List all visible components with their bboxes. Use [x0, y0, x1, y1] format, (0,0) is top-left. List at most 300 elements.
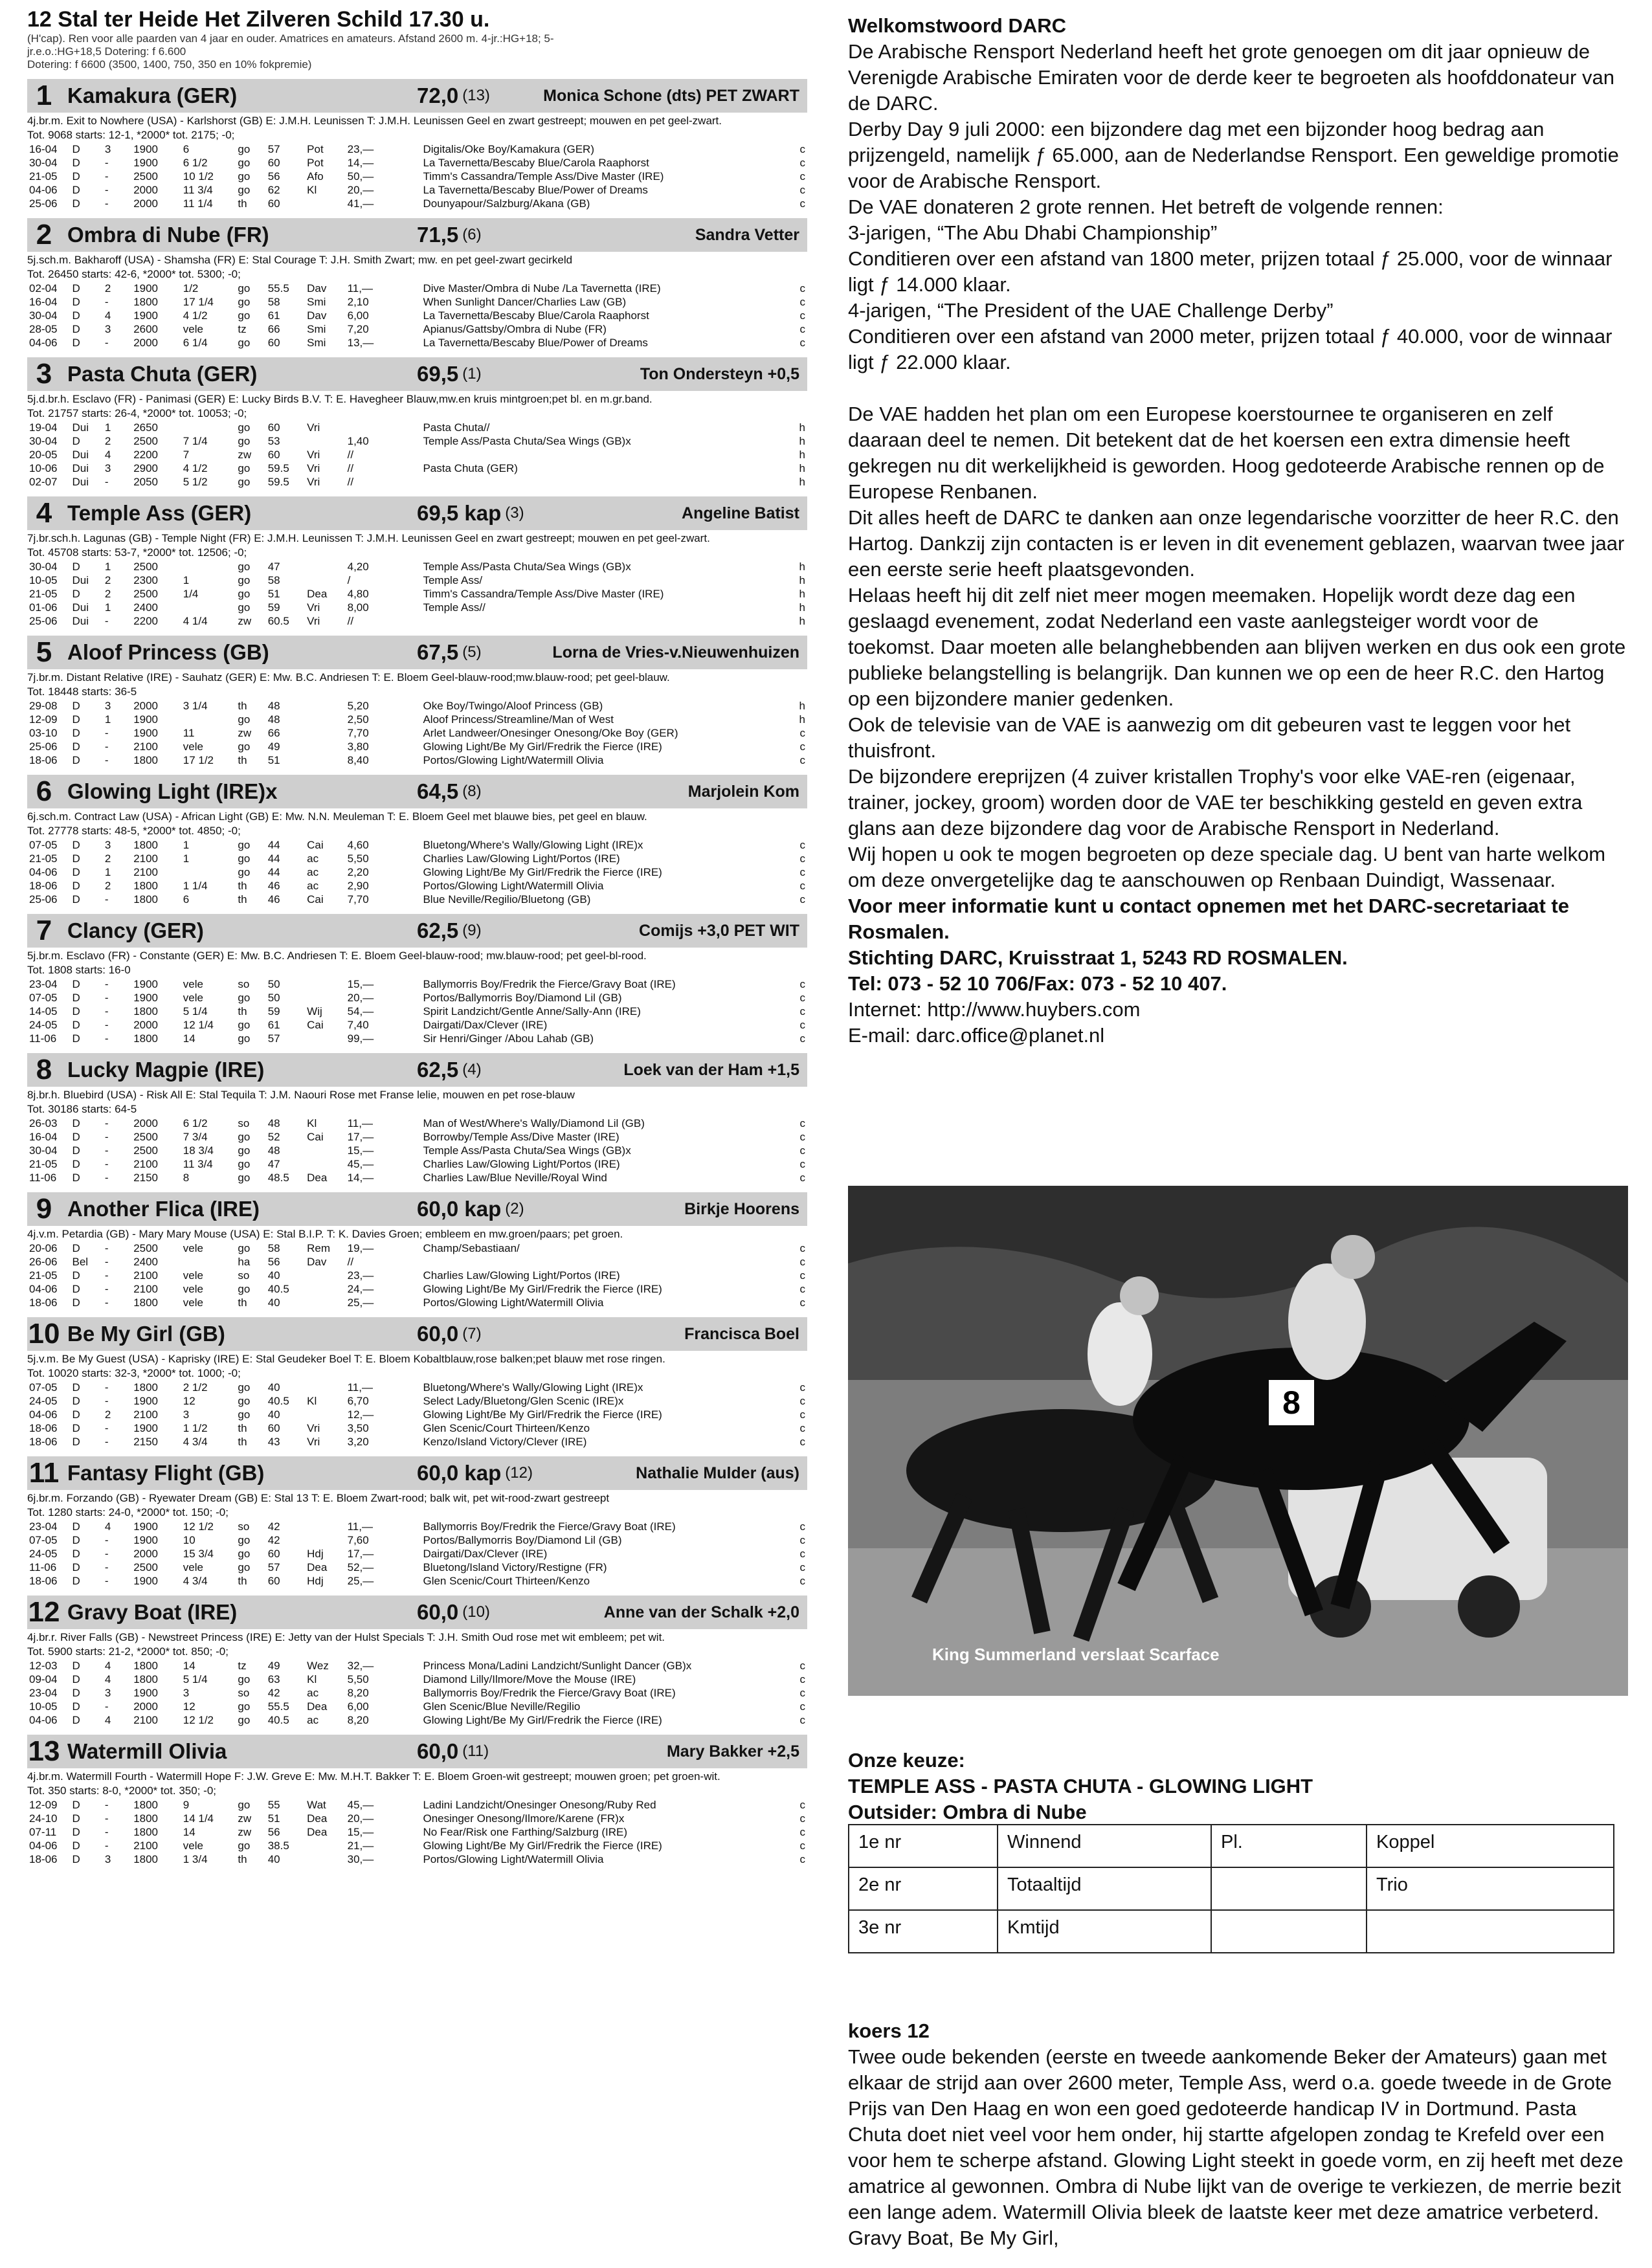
- form-cell-rank: -: [104, 893, 109, 906]
- form-cell-w: 58: [267, 1242, 280, 1254]
- welcome-paragraphs-2: [848, 401, 1628, 893]
- form-cell-flag: h: [799, 561, 805, 573]
- form-cell-place: 3 1/4: [183, 700, 208, 712]
- form-cell-w: 59: [267, 1005, 280, 1017]
- form-cell-place: [181, 560, 236, 573]
- form-cell-w: 66: [267, 323, 280, 335]
- form-cell-flag: c: [799, 323, 805, 335]
- form-cell-w: 59.5: [267, 476, 289, 488]
- form-cell-date: 21-05: [29, 1269, 58, 1282]
- form-cell-date: 09-04: [29, 1673, 58, 1685]
- form-cell-w: 57: [267, 1561, 280, 1573]
- horse-jockey: Anne van der Schalk +2,0: [603, 1603, 799, 1621]
- horse-stats: Tot. 9068 starts: 12-1, *2000* tot. 2175; -0;: [27, 129, 235, 141]
- form-cell-code: D: [72, 1005, 80, 1017]
- form-cell-cond: so: [238, 978, 250, 990]
- form-cell-flag: c: [799, 1131, 805, 1143]
- form-cell-j: Dea: [307, 1826, 328, 1838]
- paragraph: De bijzondere ereprijzen (4 zuiver kristallen Trophy's voor elke VAE-ren (eigenaar, trainer, jockey, groom) worden door de VAE ter beschikking gesteld en geven extra glans aan deze bijzondere dag voor de Arabische Rensport in Nederland.: [848, 765, 1583, 839]
- form-row: [27, 991, 807, 1005]
- paragraph: Ook de televisie van de VAE is aanwezig om dit gebeuren vast te leggen voor het thuisfront.: [848, 713, 1571, 762]
- horse-header: [27, 775, 807, 808]
- form-cell-rank: -: [104, 1117, 109, 1129]
- form-cell-place: 17 1/2: [183, 754, 214, 766]
- form-cell-odds: 11,—: [347, 1381, 373, 1394]
- form-cell-flag: c: [799, 1714, 805, 1726]
- grid-cell: [1212, 1868, 1367, 1909]
- form-cell-cond: zw: [238, 1812, 252, 1825]
- horse-jockey: Lorna de Vries-v.Nieuwenhuizen: [552, 643, 799, 662]
- form-table: [27, 699, 807, 767]
- form-cell-w: 43: [267, 1436, 280, 1448]
- form-cell-res: Ladini Landzicht/Onesinger Onesong/Ruby Red: [423, 1799, 656, 1811]
- grid-cell: Winnend: [998, 1825, 1212, 1867]
- form-cell-flag: h: [799, 588, 805, 600]
- form-cell-j: Wat: [307, 1799, 326, 1811]
- form-cell-j: Kl: [307, 184, 317, 196]
- form-cell-j: ac: [307, 1714, 319, 1726]
- form-row: [27, 1032, 807, 1045]
- grid-cell: Pl.: [1212, 1825, 1367, 1867]
- form-cell-j: ac: [307, 852, 319, 865]
- form-cell-dist: 1800: [133, 1826, 159, 1838]
- form-row: [27, 1713, 807, 1727]
- form-row: [27, 197, 807, 210]
- form-row: [27, 1520, 807, 1533]
- horse-weight: 69,5 kap: [417, 501, 502, 525]
- form-cell-code: D: [72, 1436, 80, 1448]
- form-cell-res: Glowing Light/Be My Girl/Fredrik the Fierce (IRE): [423, 740, 662, 753]
- form-cell-odds: 23,—: [347, 143, 374, 155]
- form-table: [27, 1659, 807, 1727]
- form-row: [27, 1296, 807, 1309]
- form-cell-j: Vri: [307, 1436, 320, 1448]
- form-cell-code: D: [72, 1131, 80, 1143]
- form-cell-j: Dav: [307, 282, 327, 295]
- form-row: [27, 434, 807, 448]
- form-cell-place: 7 1/4: [183, 435, 208, 447]
- horse-pedigree: 7j.br.m. Distant Relative (IRE) - Sauhatz (GER) E: Mw. B.C. Andriesen T: E. Bloem Geel-blauw-rood;mw.blauw-rood; pet geel-blauw.: [27, 671, 670, 684]
- horse-stats: Tot. 21757 starts: 26-4, *2000* tot. 10053; -0;: [27, 407, 247, 419]
- form-cell-odds: 45,—: [347, 1799, 374, 1811]
- form-table: [27, 1381, 807, 1449]
- form-cell-w: 61: [267, 309, 280, 322]
- form-cell-rank: -: [104, 157, 109, 169]
- form-cell-place: 14: [183, 1826, 195, 1838]
- form-cell-odds: //: [347, 1256, 354, 1268]
- form-cell-w: 66: [267, 727, 280, 739]
- form-cell-dist: 2000: [133, 1019, 159, 1031]
- form-cell-place: [181, 1255, 236, 1269]
- form-cell-dist: 2500: [133, 435, 159, 447]
- form-cell-res: Digitalis/Oke Boy/Kamakura (GER): [423, 143, 594, 155]
- form-row: [27, 183, 807, 197]
- form-cell-w: 42: [267, 1687, 280, 1699]
- form-cell-code: D: [72, 1853, 80, 1865]
- horse-post: (5): [462, 643, 482, 661]
- form-cell-cond: go: [238, 1158, 251, 1170]
- form-cell-date: 01-06: [29, 601, 58, 614]
- form-cell-flag: c: [799, 1242, 805, 1254]
- form-cell-place: vele: [183, 1840, 203, 1852]
- form-cell-j: [305, 1282, 345, 1296]
- email-link[interactable]: E-mail: darc.office@planet.nl: [848, 1024, 1105, 1047]
- horse-post: (7): [462, 1325, 482, 1342]
- form-cell-res: Portos/Ballymorris Boy/Diamond Lil (GB): [423, 1534, 622, 1546]
- form-table: [27, 560, 807, 628]
- form-cell-dist: 1800: [133, 839, 159, 851]
- form-cell-place: 6 1/2: [183, 157, 208, 169]
- form-cell-res: Temple Ass/: [423, 574, 483, 586]
- form-cell-place: 4 1/4: [183, 615, 208, 627]
- form-cell-dist: 2100: [133, 1158, 159, 1170]
- form-row: [27, 448, 807, 461]
- form-cell-flag: c: [799, 839, 805, 851]
- form-cell-w: 60: [267, 197, 280, 210]
- form-cell-date: 10-05: [29, 1700, 58, 1713]
- form-cell-res: Bluetong/Island Victory/Restigne (FR): [423, 1561, 607, 1573]
- horse-list: [27, 79, 807, 1866]
- form-cell-flag: c: [799, 1575, 805, 1587]
- form-cell-j: [305, 991, 345, 1005]
- form-cell-date: 21-05: [29, 170, 58, 183]
- form-cell-w: 61: [267, 1019, 280, 1031]
- form-cell-place: 5 1/4: [183, 1673, 208, 1685]
- form-cell-cond: go: [238, 601, 251, 614]
- paragraph: Conditieren over een afstand van 2000 meter, prijzen totaal ƒ 40.000, voor de winnaar ligt ƒ 22.000 klaar.: [848, 325, 1613, 373]
- form-cell-cond: th: [238, 880, 247, 892]
- form-cell-code: D: [72, 143, 80, 155]
- form-cell-res: Spirit Landzicht/Gentle Anne/Sally-Ann (IRE): [423, 1005, 641, 1017]
- form-cell-date: 18-06: [29, 754, 58, 766]
- form-cell-res: Dairgati/Dax/Clever (IRE): [423, 1019, 548, 1031]
- form-cell-flag: c: [799, 1395, 805, 1407]
- form-cell-odds: 2,50: [347, 713, 369, 726]
- form-cell-place: 12 1/2: [183, 1520, 214, 1533]
- form-cell-code: D: [72, 1117, 80, 1129]
- form-cell-j: Vri: [307, 449, 320, 461]
- form-cell-rank: -: [104, 476, 109, 488]
- form-cell-res: Arlet Landweer/Onesinger Onesong/Oke Boy (GER): [423, 727, 678, 739]
- form-cell-flag: c: [799, 1256, 805, 1268]
- form-cell-w: 55: [267, 1799, 280, 1811]
- form-row: [27, 1255, 807, 1269]
- welcome-paragraphs: [848, 39, 1628, 375]
- horse-header: [27, 79, 807, 113]
- form-cell-place: 14: [183, 1032, 195, 1045]
- form-cell-date: 25-06: [29, 615, 58, 627]
- form-cell-date: 25-06: [29, 740, 58, 753]
- form-cell-flag: h: [799, 615, 805, 627]
- form-cell-code: D: [72, 197, 80, 210]
- horse-name: Kamakura (GER): [67, 83, 238, 107]
- horse-header: [27, 1192, 807, 1226]
- form-cell-dist: 1900: [133, 713, 159, 726]
- form-cell-j: Smi: [307, 337, 326, 349]
- form-cell-place: 11 3/4: [183, 184, 213, 196]
- form-cell-cond: go: [238, 1144, 251, 1157]
- horse-entry: [27, 218, 807, 350]
- form-cell-date: 04-06: [29, 1840, 58, 1852]
- form-cell-rank: -: [104, 1381, 109, 1394]
- horse-jockey: Angeline Batist: [682, 504, 799, 522]
- horse-post: (8): [462, 783, 482, 800]
- horse-stats: Tot. 1808 starts: 16-0: [27, 964, 131, 976]
- form-cell-j: [305, 699, 345, 713]
- form-cell-place: vele: [183, 1283, 203, 1295]
- form-cell-flag: c: [799, 978, 805, 990]
- form-cell-res: Man of West/Where's Wally/Diamond Lil (GB): [423, 1117, 645, 1129]
- horses-photo-illustration: [848, 1186, 1628, 1696]
- form-cell-place: 3: [183, 1687, 190, 1699]
- form-cell-date: 16-04: [29, 1131, 58, 1143]
- form-cell-dist: 1800: [133, 1032, 159, 1045]
- horse-post: (3): [505, 504, 524, 522]
- form-row: [27, 142, 807, 156]
- form-cell-code: Dui: [72, 462, 89, 474]
- form-cell-dist: 1800: [133, 754, 159, 766]
- form-cell-date: 07-05: [29, 839, 58, 851]
- horse-pedigree: 7j.br.sch.h. Lagunas (GB) - Temple Night (FR) E: J.M.H. Leunissen T: J.M.H. Leunissen Geel en zwart gestreept; mouwen en pet geel-zwart.: [27, 532, 710, 544]
- form-cell-odds: 5,20: [347, 700, 369, 712]
- form-cell-j: [305, 1269, 345, 1282]
- form-cell-res: Blue Neville/Regilio/Bluetong (GB): [423, 893, 591, 906]
- horse-entry: [27, 1735, 807, 1866]
- form-row: [27, 322, 807, 336]
- form-cell-place: 1: [183, 839, 190, 851]
- form-cell-j: ac: [307, 866, 319, 878]
- form-cell-cond: go: [238, 1799, 251, 1811]
- form-cell-rank: -: [104, 1422, 109, 1434]
- grid-cell: [1367, 1911, 1613, 1952]
- form-row: [27, 1686, 807, 1700]
- form-row: [27, 1130, 807, 1144]
- grid-row: [849, 1911, 1613, 1952]
- form-cell-w: 60: [267, 337, 280, 349]
- form-cell-flag: c: [799, 1561, 805, 1573]
- form-cell-res: Charlies Law/Glowing Light/Portos (IRE): [423, 1269, 620, 1282]
- form-cell-code: Dui: [72, 615, 89, 627]
- form-cell-code: D: [72, 1144, 80, 1157]
- form-cell-res: Portos/Glowing Light/Watermill Olivia: [423, 1853, 604, 1865]
- form-cell-odds: 19,—: [347, 1242, 374, 1254]
- form-cell-j: [305, 1839, 345, 1852]
- horse-pedigree: 5j.d.br.h. Esclavo (FR) - Panimasi (GER) E: Lucky Birds B.V. T: E. Havegheer Blauw,mw.en kruis mintgroen;pet bl. en m.gr.band.: [27, 393, 653, 405]
- form-cell-flag: c: [799, 157, 805, 169]
- form-cell-flag: c: [799, 1687, 805, 1699]
- form-cell-odds: 6,00: [347, 309, 369, 322]
- form-cell-res: Charlies Law/Glowing Light/Portos (IRE): [423, 852, 620, 865]
- form-cell-place: 9: [183, 1799, 190, 1811]
- form-cell-place: 1: [183, 574, 190, 586]
- form-cell-rank: 4: [104, 1714, 111, 1726]
- form-cell-rank: -: [104, 754, 109, 766]
- form-cell-date: 18-06: [29, 1422, 58, 1434]
- form-cell-dist: 1800: [133, 1381, 159, 1394]
- form-cell-res: [421, 1255, 790, 1269]
- form-cell-dist: 2500: [133, 170, 159, 183]
- form-cell-odds: //: [347, 449, 354, 461]
- form-cell-code: D: [72, 1395, 80, 1407]
- form-cell-date: 12-09: [29, 1799, 58, 1811]
- horse-stats: Tot. 1280 starts: 24-0, *2000* tot. 150; -0;: [27, 1506, 229, 1518]
- form-cell-j: [305, 1296, 345, 1309]
- form-cell-odds: 23,—: [347, 1269, 374, 1282]
- form-cell-dist: 2100: [133, 866, 159, 878]
- form-cell-w: 40: [267, 1269, 280, 1282]
- form-cell-flag: c: [799, 1172, 805, 1184]
- form-cell-code: D: [72, 296, 80, 308]
- horse-weight: 60,0 kap: [417, 1197, 502, 1221]
- form-cell-rank: 3: [104, 323, 111, 335]
- form-cell-res: Timm's Cassandra/Temple Ass/Dive Master (IRE): [423, 588, 664, 600]
- form-cell-w: 40: [267, 1853, 280, 1865]
- form-cell-rank: -: [104, 1283, 109, 1295]
- form-cell-j: Kl: [307, 1117, 317, 1129]
- form-row: [27, 1144, 807, 1157]
- form-cell-res: Bluetong/Where's Wally/Glowing Light (IRE)x: [423, 1381, 643, 1394]
- picks-outsider: Outsider: Ombra di Nube: [848, 1801, 1087, 1823]
- form-cell-cond: th: [238, 1436, 247, 1448]
- form-cell-rank: 1: [104, 561, 111, 573]
- form-cell-cond: go: [238, 282, 251, 295]
- form-row: [27, 336, 807, 350]
- horse-jockey: Monica Schone (dts) PET ZWART: [543, 86, 799, 105]
- form-cell-flag: c: [799, 197, 805, 210]
- form-cell-rank: 2: [104, 435, 111, 447]
- form-cell-res: Glowing Light/Be My Girl/Fredrik the Fierce (IRE): [423, 866, 662, 878]
- internet-link[interactable]: Internet: http://www.huybers.com: [848, 998, 1141, 1021]
- form-row: [27, 740, 807, 753]
- form-cell-res: Timm's Cassandra/Temple Ass/Dive Master (IRE): [423, 170, 664, 183]
- form-cell-odds: 7,70: [347, 893, 369, 906]
- form-cell-odds: 3,80: [347, 740, 369, 753]
- form-cell-place: vele: [183, 1296, 203, 1309]
- form-cell-cond: th: [238, 1296, 247, 1309]
- form-cell-w: 40.5: [267, 1395, 289, 1407]
- form-cell-date: 04-06: [29, 1408, 58, 1421]
- horse-number: 10: [28, 1318, 60, 1350]
- form-cell-date: 23-04: [29, 978, 58, 990]
- form-cell-odds: 3,50: [347, 1422, 369, 1434]
- form-cell-date: 21-05: [29, 588, 58, 600]
- form-cell-code: D: [72, 866, 80, 878]
- horse-number: 13: [28, 1735, 60, 1767]
- grid-cell: Totaaltijd: [998, 1868, 1212, 1909]
- form-cell-w: 59.5: [267, 462, 289, 474]
- form-cell-dist: 1800: [133, 880, 159, 892]
- form-cell-w: 57: [267, 143, 280, 155]
- form-cell-res: Kenzo/Island Victory/Clever (IRE): [423, 1436, 587, 1448]
- form-cell-code: D: [72, 282, 80, 295]
- form-cell-rank: -: [104, 170, 109, 183]
- form-cell-res: Portos/Glowing Light/Watermill Olivia: [423, 880, 604, 892]
- race-card: [27, 6, 807, 1866]
- form-cell-dist: 1900: [133, 1575, 159, 1587]
- form-cell-w: 62: [267, 184, 280, 196]
- form-cell-place: 4 3/4: [183, 1436, 208, 1448]
- form-cell-place: 6 1/4: [183, 337, 208, 349]
- form-cell-cond: th: [238, 1853, 247, 1865]
- form-cell-w: 51: [267, 588, 280, 600]
- form-cell-date: 04-06: [29, 1714, 58, 1726]
- race-conditions: [27, 32, 807, 71]
- form-cell-rank: -: [104, 1436, 109, 1448]
- form-cell-cond: go: [238, 309, 251, 322]
- form-cell-place: 12 1/2: [183, 1714, 214, 1726]
- form-cell-cond: go: [238, 476, 251, 488]
- paragraph: Voor meer informatie kunt u contact opnemen met het DARC-secretariaat te Rosmalen.: [848, 895, 1569, 943]
- form-table: [27, 1241, 807, 1309]
- form-cell-dist: 2150: [133, 1436, 159, 1448]
- form-cell-code: D: [72, 309, 80, 322]
- form-cell-date: 03-10: [29, 727, 58, 739]
- horse-header: [27, 496, 807, 530]
- form-cell-cond: go: [238, 1714, 251, 1726]
- form-cell-odds: 15,—: [347, 1144, 374, 1157]
- form-cell-rank: 2: [104, 588, 111, 600]
- form-cell-code: D: [72, 1561, 80, 1573]
- form-cell-odds: 99,—: [347, 1032, 374, 1045]
- form-row: [27, 1157, 807, 1171]
- form-cell-date: 10-06: [29, 462, 58, 474]
- form-cell-place: 14 1/4: [183, 1812, 214, 1825]
- form-cell-dist: 2100: [133, 1840, 159, 1852]
- horse-stats: Tot. 10020 starts: 32-3, *2000* tot. 1000; -0;: [27, 1367, 241, 1379]
- form-cell-dist: 2100: [133, 1408, 159, 1421]
- form-cell-code: D: [72, 852, 80, 865]
- form-cell-cond: go: [238, 561, 251, 573]
- form-cell-rank: -: [104, 1296, 109, 1309]
- form-cell-res: Ballymorris Boy/Fredrik the Fierce/Gravy Boat (IRE): [423, 978, 676, 990]
- form-cell-res: Charlies Law/Glowing Light/Portos (IRE): [423, 1158, 620, 1170]
- form-cell-date: 12-09: [29, 713, 58, 726]
- form-cell-flag: c: [799, 1019, 805, 1031]
- form-cell-j: [305, 726, 345, 740]
- form-cell-j: Afo: [307, 170, 324, 183]
- horse-stats: Tot. 45708 starts: 53-7, *2000* tot. 12506; -0;: [27, 546, 247, 559]
- form-cell-cond: go: [238, 852, 251, 865]
- form-cell-rank: 1: [104, 601, 111, 614]
- horse-name: Glowing Light (IRE)x: [67, 779, 278, 803]
- form-cell-flag: c: [799, 1296, 805, 1309]
- horse-weight: 60,0: [417, 1739, 459, 1763]
- form-cell-flag: c: [799, 754, 805, 766]
- form-cell-rank: -: [104, 1840, 109, 1852]
- form-cell-code: D: [72, 1242, 80, 1254]
- form-row: [27, 852, 807, 865]
- form-cell-place: vele: [183, 1269, 203, 1282]
- form-cell-cond: go: [238, 1381, 251, 1394]
- form-cell-w: 51: [267, 1812, 280, 1825]
- form-cell-rank: 4: [104, 1673, 111, 1685]
- form-cell-place: 18 3/4: [183, 1144, 214, 1157]
- form-cell-flag: h: [799, 700, 805, 712]
- form-cell-odds: 8,00: [347, 601, 369, 614]
- form-cell-flag: c: [799, 1520, 805, 1533]
- form-cell-code: D: [72, 1826, 80, 1838]
- form-cell-odds: 7,60: [347, 1534, 369, 1546]
- form-cell-date: 16-04: [29, 143, 58, 155]
- form-cell-w: 46: [267, 880, 280, 892]
- form-cell-rank: -: [104, 740, 109, 753]
- form-cell-cond: go: [238, 184, 251, 196]
- form-cell-odds: 52,—: [347, 1561, 374, 1573]
- form-cell-date: 21-05: [29, 852, 58, 865]
- form-cell-code: D: [72, 880, 80, 892]
- form-cell-date: 30-04: [29, 435, 58, 447]
- form-cell-odds: 3,20: [347, 1436, 369, 1448]
